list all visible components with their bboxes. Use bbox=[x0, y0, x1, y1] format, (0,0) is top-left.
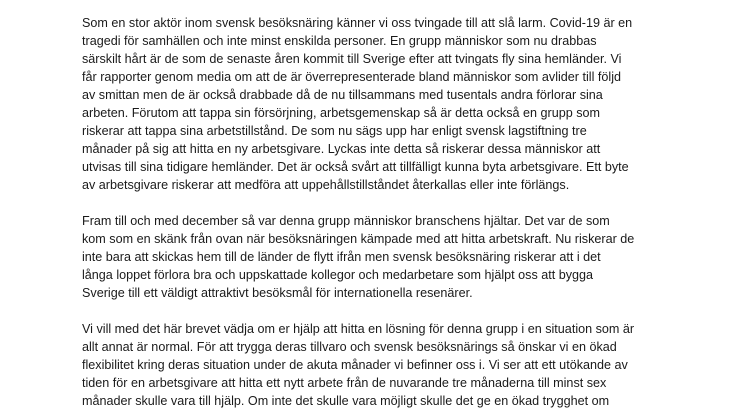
paragraph-line: Fram till och med december så var denna grupp människor branschens hjältar. Det var de som bbox=[82, 214, 610, 228]
paragraph-line: tiden för en arbetsgivare att hitta ett nytt arbete från de nuvarande tre månaderna till minst sex bbox=[82, 376, 607, 390]
paragraph-line: flexibilitet kring deras situation under de akuta månader vi befinner oss i. Vi ser att ett utökande av bbox=[82, 358, 628, 372]
paragraph-line: långa loppet förlora bra och uppskattade kollegor och medarbetare som hjälpt oss att bygga bbox=[82, 268, 594, 282]
paragraph-line: inte bara att skickas hem till de länder de flytt ifrån men svensk besöksnäring riskerar att i det bbox=[82, 250, 601, 264]
document-body bbox=[82, 14, 682, 419]
paragraph-line: särskilt hårt är de som de senaste åren kommit till Sverige efter att tvingats fly sina hemländer. Vi bbox=[82, 52, 622, 66]
paragraph-line: arbeten. Förutom att tappa sin försörjning, arbetsgemenskap så är detta också en grupp som bbox=[82, 106, 601, 120]
paragraph-line: Vi vill med det här brevet vädja om er hjälp att hitta en lösning för denna grupp i en situation som är bbox=[82, 322, 635, 336]
paragraph-2 bbox=[82, 212, 682, 302]
paragraph-line: månader skulle vara till hjälp. Om inte det skulle vara möjligt skulle det ge en ökad trygghet om bbox=[82, 394, 610, 408]
paragraph-line: månader på sig att hitta en ny arbetsgivare. Lyckas inte detta så riskerar dessa människor att bbox=[82, 142, 601, 156]
paragraph-line: allt annat är normal. För att trygga deras tillvaro och svensk besöksnärings så önskar vi en ökad bbox=[82, 340, 617, 354]
paragraph-1 bbox=[82, 14, 682, 194]
paragraph-line: Sverige till ett väldigt attraktivt besöksmål för internationella resenärer. bbox=[82, 286, 473, 300]
paragraph-line: av smittan men de är också drabbade då de nu tillsammans med tusentals andra förlorar sina bbox=[82, 88, 603, 102]
paragraph-3 bbox=[82, 320, 682, 410]
paragraph-line: riskerar att tappa sina arbetstillstånd. De som nu sägs upp har enligt svensk lagstiftning tre bbox=[82, 124, 587, 138]
paragraph-line: kom som en skänk från ovan när besöksnäringen kämpade med att hitta arbetskraft. Nu riskerar de bbox=[82, 232, 635, 246]
paragraph-line: utvisas till sina tidigare hemländer. Det är också svårt att tillfälligt kunna byta arbetsgivare. Ett byte bbox=[82, 160, 629, 174]
paragraph-line: Som en stor aktör inom svensk besöksnäring känner vi oss tvingade till att slå larm. Covid-19 är en bbox=[82, 16, 633, 30]
paragraph-line: får rapporter genom media om att de är överrepresenterade bland människor som avlider till följd bbox=[82, 70, 621, 84]
paragraph-line: av arbetsgivare riskerar att medföra att uppehållstillståndet återkallas eller inte förlängs. bbox=[82, 178, 570, 192]
paragraph-line: tragedi för samhällen och inte minst enskilda personer. En grupp människor som nu drabbas bbox=[82, 34, 597, 48]
